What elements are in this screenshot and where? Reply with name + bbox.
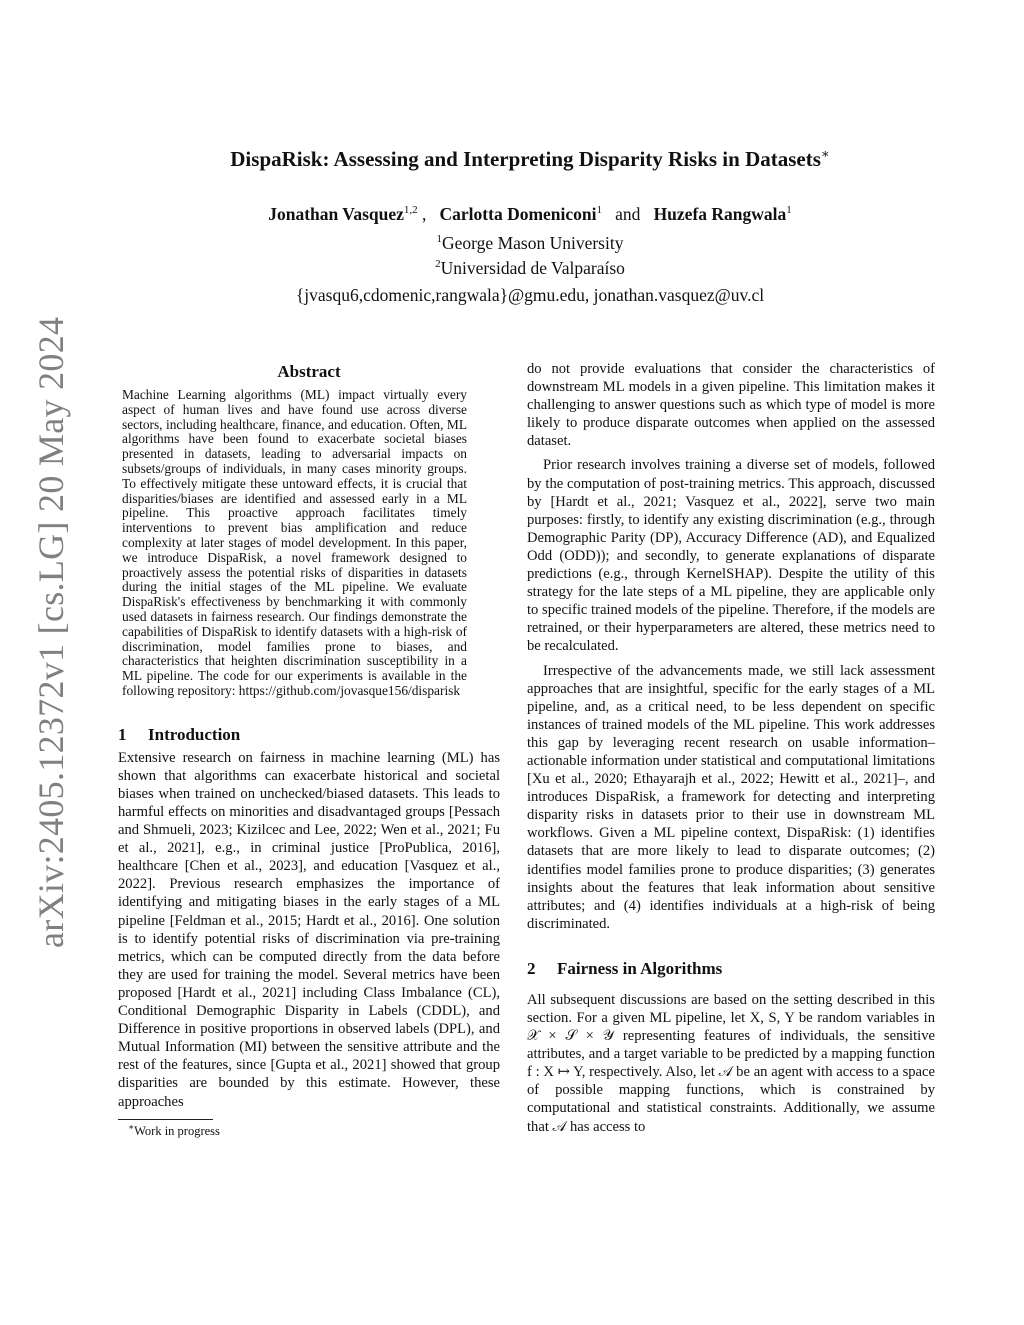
section-heading-introduction [118,725,500,745]
footnote-divider [118,1119,213,1120]
section-number: 2 [527,958,536,978]
author-list [120,204,940,225]
section-number: 1 [118,724,127,744]
abstract-heading: Abstract [277,362,341,381]
author-affiliation-mark: 1 [786,204,792,217]
affiliation [120,233,940,254]
author-name: Carlotta Domeniconi [439,204,597,224]
affiliation [120,258,940,279]
affiliation-mark: 2 [435,258,441,271]
author-separator: , [417,204,427,224]
left-column [118,360,500,1139]
author-emails: {jvasqu6,cdomenic,rangwala}@gmu.edu, jonathan.vasquez@uv.cl [295,285,765,305]
section-heading-fairness [527,959,935,979]
introduction-paragraph: Extensive research on fairness in machine learning (ML) has shown that algorithms can exacerbate historical and societal biases when trained on unchecked/biased datasets. This leads to harmful effects on minorities and disadvantaged groups [Pessach and Shmueli, 2023; Kizilcec and Lee, 2022; Wen et al., 2021; Fu et al., 2021], e.g., in criminal justice [ProPublica, 2016], healthcare [Chen et al., 2023], and education [Vasquez et al., 2022]. Previous research emphasizes the importance of identifying and mitigating biases in the early stages of a ML pipeline [Feldman et al., 2015; Hardt et al., 2016]. One solution is to identify potential risks of discrimination via pre-training metrics, which can be computed directly from the data before they are used for training the model. Several metrics have been proposed [Hardt et al., 2021] including Class Imbalance (CL), Conditional Demographic Disparity in Labels (CDDL), and Difference in positive proportions in observed labels (DPL), and Mutual Information (MI) between the sensitive attribute and the rest of the features, since [Gupta et al., 2021] showed that group disparities are bounded by this estimate. However, these approaches [118,749,500,1110]
author-name: Jonathan Vasquez [268,204,404,224]
footnote [118,1122,500,1139]
body-paragraph: Irrespective of the advancements made, we still lack assessment approaches that are insightful, specific for the early stages of a ML pipeline, and, as a critical need, to be less dependent on specific instances of trained models of the ML pipeline. This work addresses this gap by leveraging recent research on usable information–actionable information under statistical and computational limitations [Xu et al., 2020; Ethayarajh et al., 2022; Hewitt et al., 2021]–, and introduces DispaRisk, a framework for detecting and interpreting disparity risks in datasets prior to their use in downstream ML workflows. Given a ML pipeline context, DispaRisk: (1) identifies datasets that are more likely to lead to disparate outcomes; (2) identifies model families prone to produce disparities; (3) generates insights about the features that leak information about sensitive attributes; and (4) identifies individuals at a high-risk of being discriminated. [527,662,935,932]
section-title: Introduction [148,724,241,744]
abstract-text: Machine Learning algorithms (ML) impact virtually every aspect of human lives and have found use across diverse sectors, including healthcare, finance, and education. Often, ML algorithms have been found to exacerbate societal biases presented in datasets, leading to adversarial impacts on subsets/groups of individuals, in many cases minority groups. To effectively mitigate these untoward effects, it is crucial that disparities/biases are identified and assessed early in a ML pipeline. This proactive approach facilitates timely interventions to prevent bias amplification and reduce complexity at later stages of model development. In this paper, we introduce DispaRisk, a novel framework designed to proactively assess the potential risks of disparities in datasets during the initial stages of the ML pipeline. We evaluate DispaRisk's effectiveness by benchmarking it with commonly used datasets in fairness research. Our findings demonstrate the capabilities of DispaRisk to identify datasets with a high-risk of discrimination, model families prone to biases, and characteristics that heighten discrimination susceptibility in a ML pipeline. The code for our experiments is available in the following repository: https://github.com/jovasque156/disparisk [122,387,467,698]
affiliation-name: George Mason University [442,233,624,253]
paper-title-text: DispaRisk: Assessing and Interpreting Disparity Risks in Datasets [230,147,821,171]
right-column [527,360,935,1136]
author-affiliation-mark: 1 [596,204,603,217]
footnote-mark: ∗ [128,1121,135,1132]
author-separator: and [615,204,641,224]
footnote-text: Work in progress [134,1123,220,1138]
body-paragraph: Prior research involves training a diverse set of models, followed by the computation of post-training metrics. This approach, discussed by [Hardt et al., 2021; Vasquez et al., 2022], serve two main purposes: firstly, to identify any existing discrimination (e.g., through Demographic Parity (DP), Accuracy Difference (AD), and Equalized Odd (ODD)); and secondly, to generate explanations of disparate predictions (e.g., through KernelSHAP). Despite the utility of this strategy for the late steps of a ML pipeline, they are applicable only to specific trained models of the pipeline. Therefore, if the models are retrained, or their hyperparameters are altered, these metrics need to be recalculated. [527,457,935,655]
paper-title [120,146,940,172]
body-paragraph: do not provide evaluations that consider the characteristics of downstream ML models in a given pipeline. This limitation makes it challenging to answer questions such as which type of model is more likely to produce disparate outcomes when applied on the assessed dataset. [527,361,935,450]
author-affiliation-mark: 1,2 [403,204,418,217]
section-title: Fairness in Algorithms [557,958,723,978]
title-footnote-mark: ∗ [820,146,830,161]
fairness-paragraph: All subsequent discussions are based on the setting described in this section. For a given ML pipeline, let X, S, Y be random variables in 𝒳 × 𝒮 × 𝒴 representing features of individuals, the sensitive attributes, and a target variable to be predicted by a mapping function f : X ↦ Y, respectively. Also, let 𝒜 be an agent with access to a space of possible mapping functions, which is constrained by computational and statistical constraints. Additionally, we assume that 𝒜 has access to [527,991,935,1135]
affiliation-name: Universidad de Valparaíso [440,258,625,278]
arxiv-identifier: arXiv:2405.12372v1 [cs.LG] 20 May 2024 [31,316,71,948]
author-name: Huzefa Rangwala [653,204,787,224]
affiliation-mark: 1 [436,233,443,246]
